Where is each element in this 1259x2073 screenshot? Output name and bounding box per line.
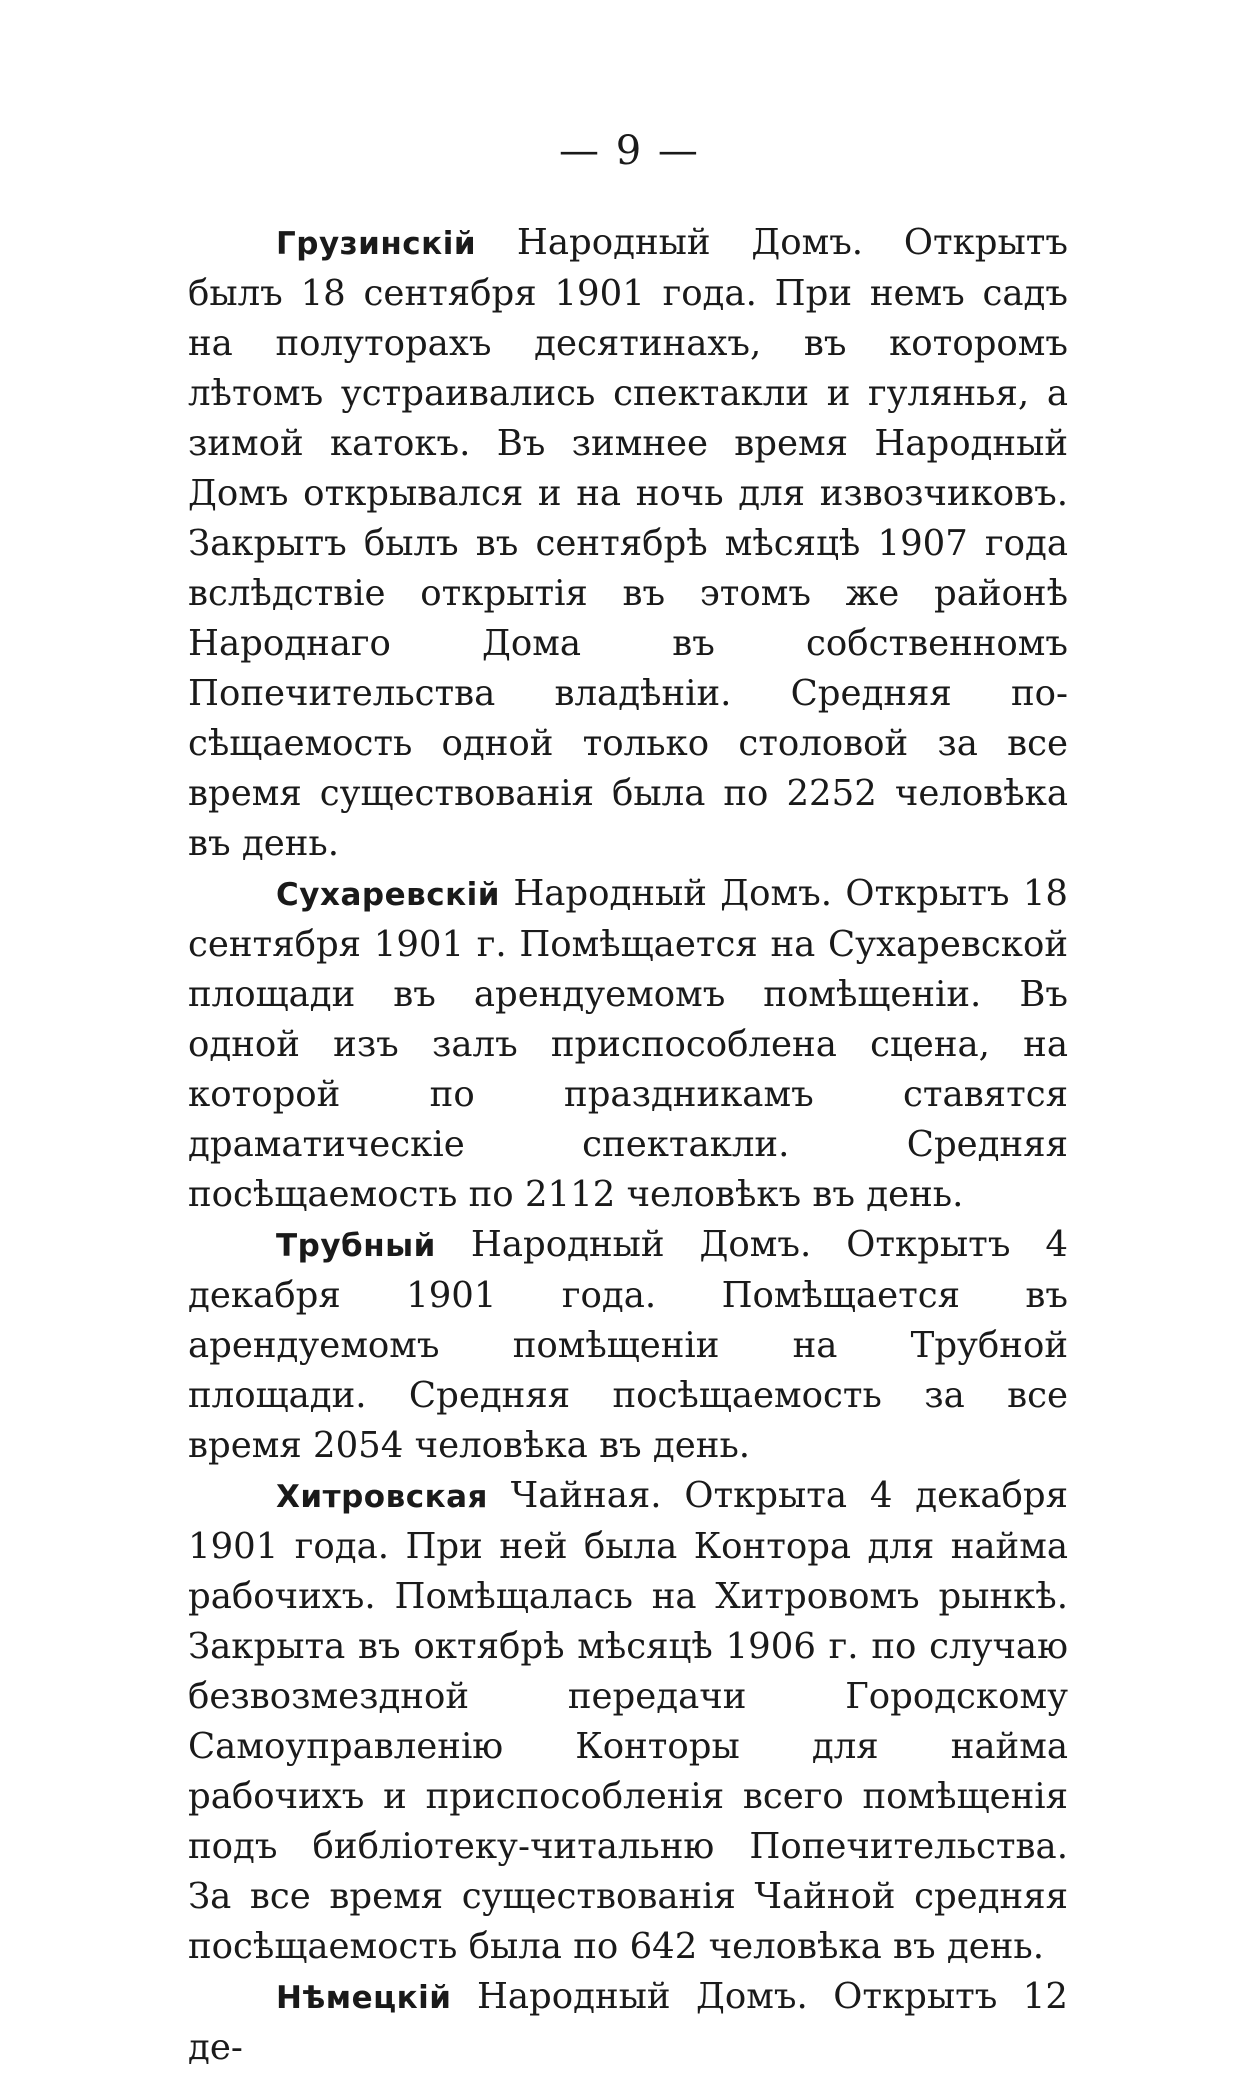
paragraph-gruzinsky xyxy=(188,218,1068,869)
paragraph-title: Хитровская xyxy=(276,1479,488,1515)
paragraph-title: Трубный xyxy=(276,1228,436,1264)
paragraph-trubny xyxy=(188,1220,1068,1471)
paragraph-text: Народный Домъ. Открытъ 4 декабря 1901 года. Помѣщается въ арендуемомъ помѣщеніи на Трубной площади. Средняя посѣщаемость за все время 2054 человѣка въ день. xyxy=(188,1224,1068,1466)
paragraph-sukharevsky xyxy=(188,869,1068,1220)
page-number: — 9 — xyxy=(559,128,700,174)
page-body xyxy=(188,218,1068,2073)
paragraph-text: Народный Домъ. Открытъ 12 де- xyxy=(188,1976,1068,2068)
paragraph-text: Народный Домъ. Открытъ былъ 18 сентября 1901 года. При немъ садъ на полуторахъ десятинахъ, въ которомъ лѣтомъ устраивались спектакли и гулянья, а зимой катокъ. Въ зимнее время Народный Домъ открывался и на ночь для извозчиковъ. Закрытъ былъ въ сентябрѣ мѣсяцѣ 1907 года вслѣдствіе открытія въ этомъ же районѣ Народнаго Дома въ собственномъ Попечительства владѣніи. Средняя посѣщаемость одной только столовой за все время существованія была по 2252 человѣка въ день. xyxy=(188,222,1068,864)
paragraph-text: Чайная. Открыта 4 декабря 1901 года. При ней была Контора для найма рабочихъ. Помѣщалась на Хитровомъ рынкѣ. Закрыта въ октябрѣ мѣсяцѣ 1906 г. по случаю безвозмездной передачи Городскому Самоуправленію Конторы для найма рабочихъ и приспособленія всего помѣщенія подъ библіотеку-читальню Попечительства. За все время существованія Чайной средняя посѣщаемость была по 642 человѣка въ день. xyxy=(188,1475,1068,1967)
paragraph-title: Грузинскій xyxy=(276,226,477,262)
paragraph-title: Сухаревскій xyxy=(276,877,500,913)
paragraph-nemetsky xyxy=(188,1972,1068,2073)
paragraph-khitrovskaya xyxy=(188,1471,1068,1972)
paragraph-title: Нѣмецкій xyxy=(276,1980,452,2016)
paragraph-text: Народный Домъ. Открытъ 18 сентября 1901 г. Помѣщается на Сухаревской площади въ арендуемомъ помѣщеніи. Въ одной изъ залъ приспособлена сцена, на которой по праздникамъ ставятся драматическіе спектакли. Средняя посѣщаемость по 2112 человѣкъ въ день. xyxy=(188,873,1068,1215)
